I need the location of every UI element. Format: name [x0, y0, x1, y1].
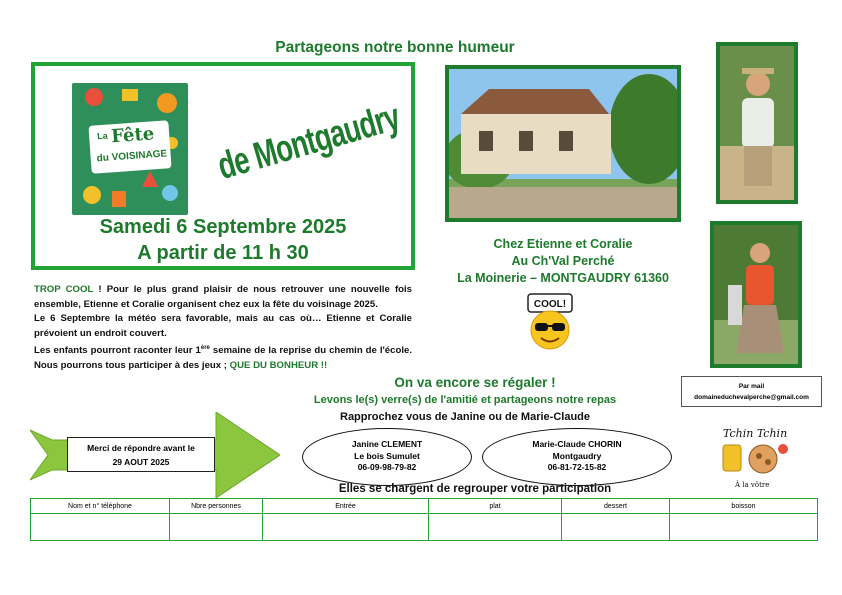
- paragraph-3b: semaine de la reprise du chemin de l'école. Nous pourrons tous participer à des jeux ;: [34, 345, 412, 371]
- participation-table: [30, 498, 818, 541]
- fete-du-voisinage-logo: [72, 83, 188, 215]
- tchin-caption: À la vôtre: [735, 481, 770, 489]
- contact-name: Marie-Claude CHORIN: [532, 439, 622, 449]
- event-time: A partir de 11 h 30: [137, 242, 309, 264]
- tchin-tchin-illustration: [715, 423, 795, 491]
- cool-emoji: [522, 292, 578, 352]
- table-cell[interactable]: [170, 514, 263, 541]
- cool-sign-icon: [522, 292, 578, 352]
- mail-address[interactable]: domaineduchevalperche@gmail.com: [694, 394, 809, 401]
- col-header: boisson: [670, 499, 818, 514]
- host-line-2: Au Ch'Val Perché: [511, 254, 615, 268]
- reply-line-1: Merci de répondre avant le: [87, 443, 195, 453]
- contact-name: Janine CLEMENT: [351, 439, 423, 449]
- col-header: plat: [429, 499, 562, 514]
- table-cell[interactable]: [31, 514, 170, 541]
- levons-text: Levons le(s) verre(s) de l'amitié et partageons notre repas: [313, 394, 617, 406]
- mail-label: Par mail: [738, 383, 765, 390]
- logo-line-1: La: [96, 130, 109, 142]
- host-line-1: Chez Etienne et Coralie: [493, 237, 633, 251]
- paragraph-3a: Les enfants pourront raconter leur 1: [34, 345, 201, 357]
- paragraph-2: Le 6 Septembre la météo sera favorable, mais au cas où… Etienne et Coralie prévoient un endroit couvert.: [34, 313, 412, 339]
- table-cell[interactable]: [670, 514, 818, 541]
- logo-line-3: du VOISINAGE: [96, 148, 168, 165]
- rapprochez-text: Rapprochez vous de Janine ou de Marie-Claude: [340, 411, 590, 423]
- table-cell[interactable]: [562, 514, 670, 541]
- col-header: Nom et n° téléphone: [31, 499, 170, 514]
- table-row: [31, 514, 818, 541]
- event-box: [31, 62, 415, 270]
- regaler-title: On va encore se régaler !: [394, 375, 556, 390]
- table-header-row: [31, 499, 818, 514]
- reply-line-2: 29 AOUT 2025: [112, 457, 170, 467]
- logo-line-2: Fête: [110, 123, 155, 148]
- cool-sign-text: COOL!: [533, 299, 567, 310]
- event-date: Samedi 6 Septembre 2025: [99, 216, 347, 238]
- contact-phone: 06-81-72-15-82: [547, 462, 607, 472]
- col-header: Nbre personnes: [170, 499, 263, 514]
- host-line-3: La Moinerie – MONTGAUDRY 61360: [457, 271, 669, 285]
- paragraph-1: ! Pour le plus grand plaisir de nous retrouver une nouvelle fois ensemble, Etienne et Coralie organisent chez eux la fête du voisinage 2025.: [34, 284, 413, 310]
- col-header: dessert: [562, 499, 670, 514]
- contact-marie-claude: [482, 428, 672, 486]
- photo-coralie: [710, 221, 802, 368]
- photo-etienne: [716, 42, 798, 204]
- event-place-title: de Montgaudry: [213, 96, 405, 189]
- col-header: Entrée: [263, 499, 429, 514]
- invitation-text: [34, 283, 412, 373]
- paragraph-3-sup: ère: [200, 345, 210, 351]
- contact-place: Le bois Sumulet: [354, 450, 420, 461]
- contact-place: Montgaudry: [552, 450, 602, 461]
- house-photo: [445, 65, 681, 222]
- reply-deadline-box: [67, 437, 215, 472]
- mail-box: [681, 376, 822, 407]
- table-cell[interactable]: [263, 514, 429, 541]
- tchin-title: Tchin Tchin: [723, 427, 788, 440]
- host-address: [440, 236, 686, 287]
- trop-cool-text: TROP COOL: [34, 284, 94, 295]
- contact-janine: [302, 428, 472, 486]
- table-cell[interactable]: [429, 514, 562, 541]
- contact-phone: 06-09-98-79-82: [357, 462, 417, 472]
- que-du-bonheur-text: QUE DU BONHEUR !!: [229, 359, 328, 371]
- elles-text: Elles se chargent de regrouper votre participation: [338, 483, 612, 495]
- page-headline: Partageons notre bonne humeur: [275, 39, 515, 56]
